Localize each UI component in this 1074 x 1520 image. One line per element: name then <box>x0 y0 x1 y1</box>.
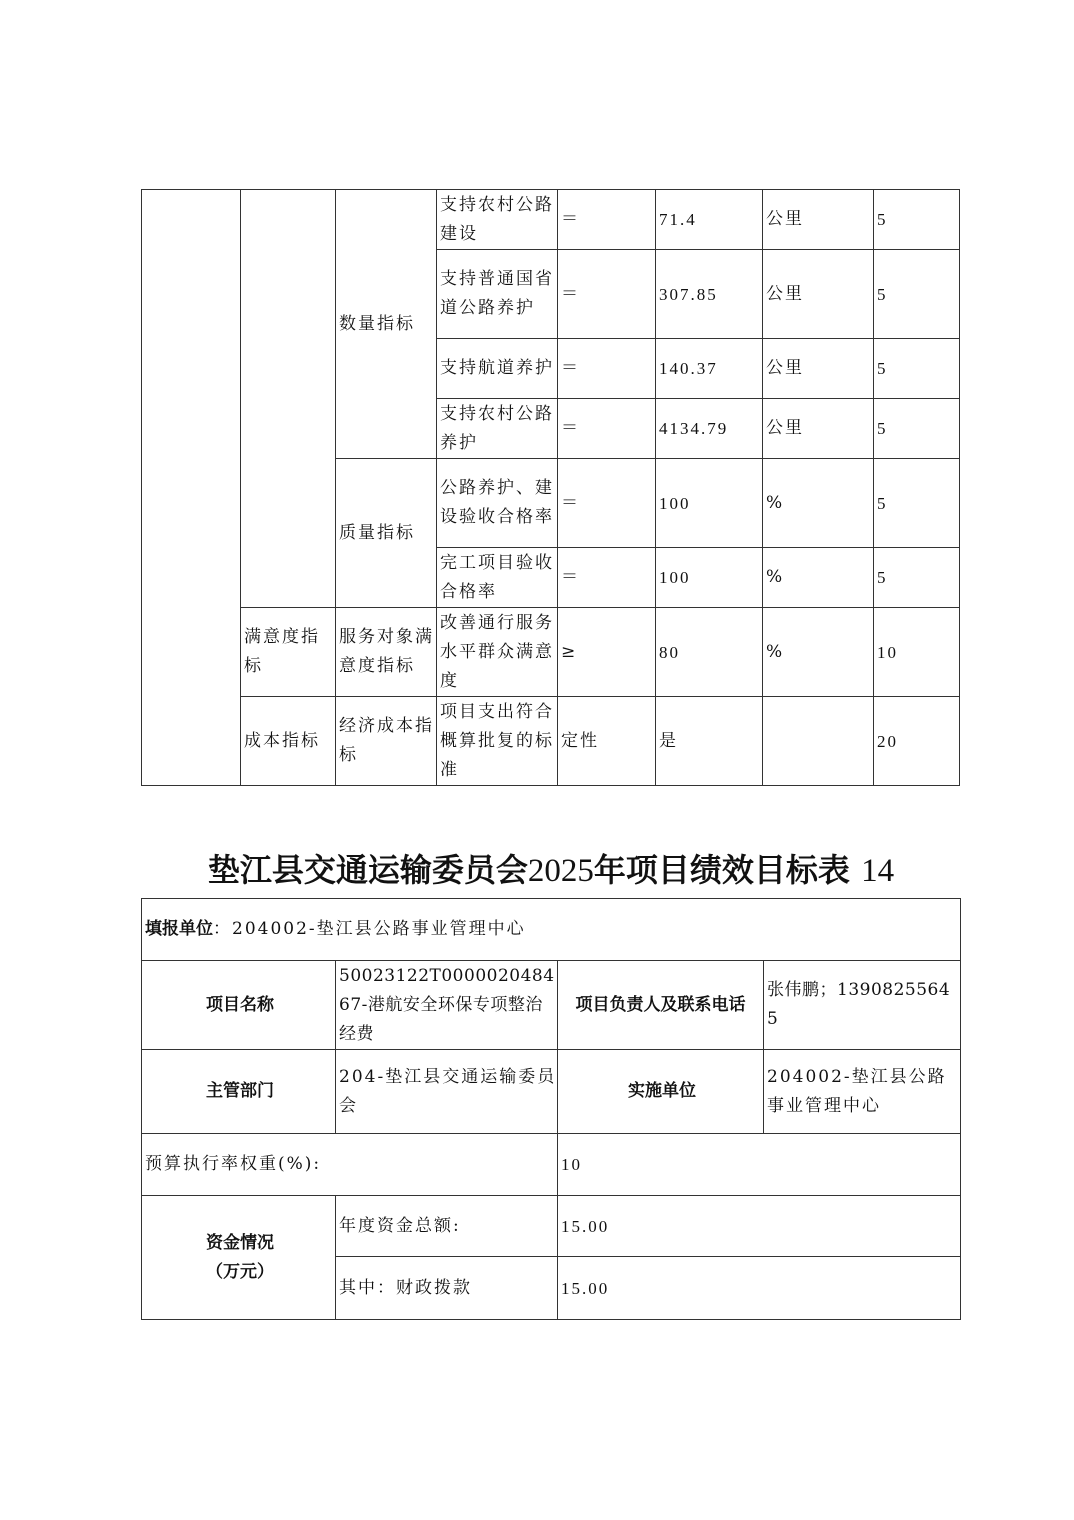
unit-cell: 公里 <box>763 250 874 339</box>
title-number: 14 <box>861 853 895 889</box>
score-cell: 5 <box>874 399 960 459</box>
indicator-level2-cell: 满意度指标 <box>241 608 336 697</box>
annual-total-value: 15.00 <box>558 1196 961 1257</box>
score-cell: 10 <box>874 608 960 697</box>
unit-cell: % <box>763 459 874 548</box>
indicator-level3-cell: 数量指标 <box>336 190 437 459</box>
title-text-b: 年项目绩效目标表 <box>593 851 850 889</box>
operator-cell: ＝ <box>558 250 656 339</box>
page-title <box>142 840 960 901</box>
value-cell: 4134.79 <box>656 399 763 459</box>
unit-cell: % <box>763 548 874 608</box>
fiscal-label: 其中：财政拨款 <box>336 1257 558 1320</box>
contact-label: 项目负责人及联系电话 <box>558 961 764 1050</box>
score-cell: 5 <box>874 250 960 339</box>
unit-cell <box>763 697 874 786</box>
indicator-name-cell: 支持航道养护 <box>437 339 558 399</box>
score-cell: 5 <box>874 548 960 608</box>
operator-cell: ＝ <box>558 190 656 250</box>
unit-cell: 公里 <box>763 339 874 399</box>
project-name-label: 项目名称 <box>142 961 336 1050</box>
operator-cell: ＝ <box>558 399 656 459</box>
fill-unit-label: 填报单位 <box>145 919 213 939</box>
operator-cell: 定性 <box>558 697 656 786</box>
value-cell: 71.4 <box>656 190 763 250</box>
dept-label: 主管部门 <box>142 1050 336 1134</box>
operator-cell: ＝ <box>558 548 656 608</box>
value-cell: 307.85 <box>656 250 763 339</box>
funds-label-line2: （万元） <box>206 1261 274 1282</box>
fill-unit-cell <box>142 899 961 961</box>
unit-cell: 公里 <box>763 190 874 250</box>
score-cell: 5 <box>874 459 960 548</box>
funds-label <box>142 1196 336 1320</box>
indicator-name-cell: 完工项目验收合格率 <box>437 548 558 608</box>
project-name-value: 50023122T000002048467-港航安全环保专项整治经费 <box>336 961 558 1050</box>
unit-cell: 公里 <box>763 399 874 459</box>
funds-label-line1: 资金情况 <box>206 1232 274 1253</box>
unit-cell: % <box>763 608 874 697</box>
value-cell: 80 <box>656 608 763 697</box>
fill-unit-value: ：204002-垫江县公路事业管理中心 <box>213 919 526 939</box>
budget-rate-label: 预算执行率权重(%): <box>142 1134 558 1196</box>
contact-value: 张伟鹏；13908255645 <box>764 961 961 1050</box>
indicator-name-cell: 支持农村公路建设 <box>437 190 558 250</box>
title-text-a: 垫江县交通运输委员会 <box>207 851 528 889</box>
operator-cell: ＝ <box>558 339 656 399</box>
performance-indicator-table <box>141 189 960 786</box>
indicator-level3-cell: 质量指标 <box>336 459 437 608</box>
impl-value: 204002-垫江县公路事业管理中心 <box>764 1050 961 1134</box>
score-cell: 5 <box>874 190 960 250</box>
fiscal-value: 15.00 <box>558 1257 961 1320</box>
indicator-level2-cell: 成本指标 <box>241 697 336 786</box>
value-cell: 是 <box>656 697 763 786</box>
table-row <box>142 1050 961 1134</box>
indicator-name-cell: 改善通行服务水平群众满意度 <box>437 608 558 697</box>
indicator-name-cell: 项目支出符合概算批复的标准 <box>437 697 558 786</box>
project-info-table <box>141 898 961 1320</box>
annual-total-label: 年度资金总额: <box>336 1196 558 1257</box>
title-year: 2025 <box>527 853 594 889</box>
budget-rate-value: 10 <box>558 1134 961 1196</box>
value-cell: 140.37 <box>656 339 763 399</box>
indicator-name-cell: 公路养护、建设验收合格率 <box>437 459 558 548</box>
value-cell: 100 <box>656 459 763 548</box>
dept-value: 204-垫江县交通运输委员会 <box>336 1050 558 1134</box>
table-row <box>142 899 961 961</box>
indicator-name-cell: 支持普通国省道公路养护 <box>437 250 558 339</box>
value-cell: 100 <box>656 548 763 608</box>
table-row <box>142 190 960 250</box>
table-row <box>142 697 960 786</box>
table-row <box>142 1196 961 1257</box>
level1-cell <box>142 190 241 786</box>
level2-cell <box>241 190 336 608</box>
indicator-level3-cell: 服务对象满意度指标 <box>336 608 437 697</box>
table-row <box>142 961 961 1050</box>
score-cell: 5 <box>874 339 960 399</box>
operator-cell: ≥ <box>558 608 656 697</box>
impl-label: 实施单位 <box>558 1050 764 1134</box>
indicator-level3-cell: 经济成本指标 <box>336 697 437 786</box>
table-row <box>142 1134 961 1196</box>
score-cell: 20 <box>874 697 960 786</box>
indicator-name-cell: 支持农村公路养护 <box>437 399 558 459</box>
table-row <box>142 608 960 697</box>
operator-cell: ＝ <box>558 459 656 548</box>
